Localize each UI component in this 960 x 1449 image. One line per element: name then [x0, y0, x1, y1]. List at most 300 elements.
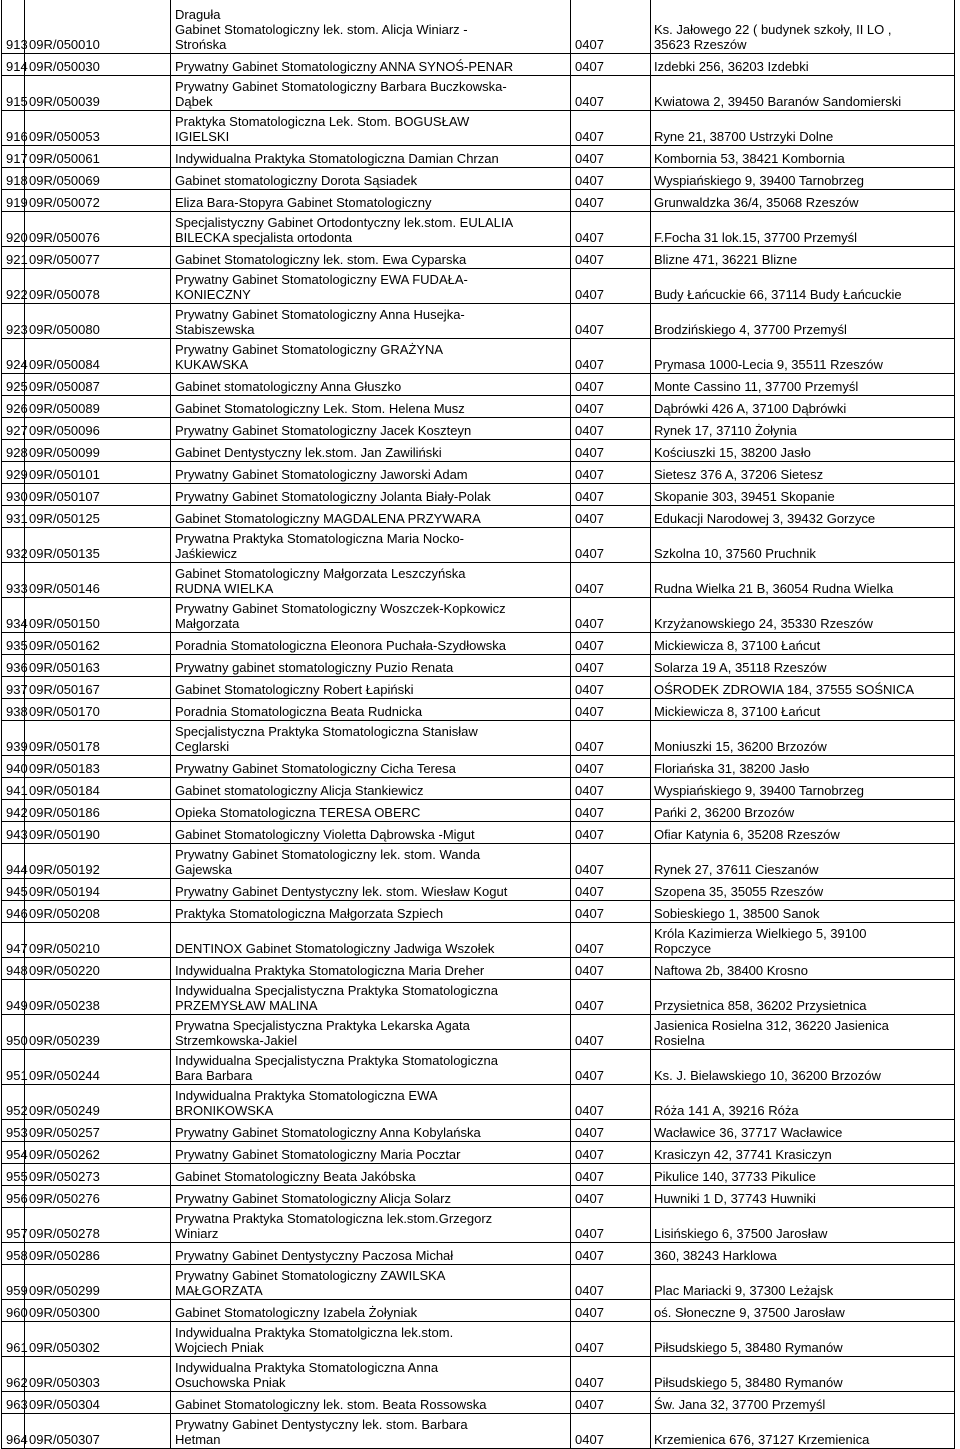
- clinic-address: Ryne 21, 38700 Ustrzyki Dolne: [651, 111, 955, 146]
- row-number: 927: [2, 418, 25, 440]
- table-row: [2, 633, 955, 655]
- table-row: [2, 54, 955, 76]
- region-code: 0407: [571, 699, 651, 721]
- region-code: 0407: [571, 111, 651, 146]
- clinic-name: Gabinet stomatologiczny Dorota Sąsiadek: [171, 168, 571, 190]
- registry-id: 09R/050150: [25, 598, 171, 633]
- clinic-name: Praktyka Stomatologiczna Małgorzata Szpiech: [171, 901, 571, 923]
- registry-id: 09R/050244: [25, 1050, 171, 1085]
- table-row: [2, 506, 955, 528]
- clinic-address: Piłsudskiego 5, 38480 Rymanów: [651, 1322, 955, 1357]
- region-code: 0407: [571, 1357, 651, 1392]
- clinic-name: Prywatny Gabinet Stomatologiczny Anna Kobylańska: [171, 1120, 571, 1142]
- region-code: 0407: [571, 633, 651, 655]
- region-code: 0407: [571, 212, 651, 247]
- row-number: 933: [2, 563, 25, 598]
- clinic-address: OŚRODEK ZDROWIA 184, 37555 SOŚNICA: [651, 677, 955, 699]
- registry-id: 09R/050163: [25, 655, 171, 677]
- row-number: 964: [2, 1414, 25, 1449]
- region-code: 0407: [571, 1243, 651, 1265]
- clinic-name: Gabinet Stomatologiczny lek. stom. Beata Rossowska: [171, 1392, 571, 1414]
- registry-id: 09R/050186: [25, 800, 171, 822]
- region-code: 0407: [571, 374, 651, 396]
- clinic-address: Pikulice 140, 37733 Pikulice: [651, 1164, 955, 1186]
- clinic-name: Gabinet stomatologiczny Anna Głuszko: [171, 374, 571, 396]
- region-code: 0407: [571, 822, 651, 844]
- row-number: 940: [2, 756, 25, 778]
- region-code: 0407: [571, 1164, 651, 1186]
- registry-id: 09R/050184: [25, 778, 171, 800]
- region-code: 0407: [571, 598, 651, 633]
- clinic-name: Indywidualna Praktyka Stomatologiczna Damian Chrzan: [171, 146, 571, 168]
- table-row: [2, 462, 955, 484]
- registry-id: 09R/050303: [25, 1357, 171, 1392]
- registry-id: 09R/050273: [25, 1164, 171, 1186]
- registry-id: 09R/050257: [25, 1120, 171, 1142]
- table-row: [2, 168, 955, 190]
- table-row: [2, 1050, 955, 1085]
- registry-id: 09R/050146: [25, 563, 171, 598]
- table-row: [2, 598, 955, 633]
- region-code: 0407: [571, 778, 651, 800]
- registry-id: 09R/050125: [25, 506, 171, 528]
- region-code: 0407: [571, 190, 651, 212]
- region-code: 0407: [571, 1015, 651, 1050]
- clinic-address: Pańki 2, 36200 Brzozów: [651, 800, 955, 822]
- region-code: 0407: [571, 339, 651, 374]
- clinic-name: Prywatny Gabinet Stomatologiczny Barbara Buczkowska- Dąbek: [171, 76, 571, 111]
- registry-id: 09R/050178: [25, 721, 171, 756]
- region-code: 0407: [571, 655, 651, 677]
- clinic-name: Prywatny Gabinet Stomatologiczny Woszczek-Kopkowicz Małgorzata: [171, 598, 571, 633]
- clinic-address: 360, 38243 Harklowa: [651, 1243, 955, 1265]
- registry-id: 09R/050262: [25, 1142, 171, 1164]
- table-row: [2, 901, 955, 923]
- registry-id: 09R/050300: [25, 1300, 171, 1322]
- region-code: 0407: [571, 756, 651, 778]
- clinic-address: Jasienica Rosielna 312, 36220 Jasienica Rosielna: [651, 1015, 955, 1050]
- row-number: 918: [2, 168, 25, 190]
- registry-id: 09R/050087: [25, 374, 171, 396]
- table-row: [2, 1164, 955, 1186]
- clinic-address: Kombornia 53, 38421 Kombornia: [651, 146, 955, 168]
- clinic-address: Naftowa 2b, 38400 Krosno: [651, 958, 955, 980]
- clinic-address: Solarza 19 A, 35118 Rzeszów: [651, 655, 955, 677]
- row-number: 931: [2, 506, 25, 528]
- registry-id: 09R/050220: [25, 958, 171, 980]
- clinic-address: Prymasa 1000-Lecia 9, 35511 Rzeszów: [651, 339, 955, 374]
- table-row: [2, 269, 955, 304]
- row-number: 945: [2, 879, 25, 901]
- table-row: [2, 1015, 955, 1050]
- table-row: [2, 677, 955, 699]
- registry-id: 09R/050078: [25, 269, 171, 304]
- clinic-name: Prywatny gabinet stomatologiczny Puzio Renata: [171, 655, 571, 677]
- registry-id: 09R/050276: [25, 1186, 171, 1208]
- table-row: [2, 440, 955, 462]
- region-code: 0407: [571, 168, 651, 190]
- clinic-address: Moniuszki 15, 36200 Brzozów: [651, 721, 955, 756]
- region-code: 0407: [571, 76, 651, 111]
- row-number: 924: [2, 339, 25, 374]
- clinic-address: Wyspiańskiego 9, 39400 Tarnobrzeg: [651, 168, 955, 190]
- region-code: 0407: [571, 980, 651, 1015]
- region-code: 0407: [571, 1392, 651, 1414]
- clinic-address: Króla Kazimierza Wielkiego 5, 39100 Ropczyce: [651, 923, 955, 958]
- clinic-address: Dąbrówki 426 A, 37100 Dąbrówki: [651, 396, 955, 418]
- table-row: [2, 1208, 955, 1243]
- region-code: 0407: [571, 54, 651, 76]
- registry-id: 09R/050084: [25, 339, 171, 374]
- table-row: [2, 76, 955, 111]
- table-row: [2, 1322, 955, 1357]
- region-code: 0407: [571, 879, 651, 901]
- row-number: 915: [2, 76, 25, 111]
- clinic-address: Brodzińskiego 4, 37700 Przemyśl: [651, 304, 955, 339]
- region-code: 0407: [571, 923, 651, 958]
- row-number: 961: [2, 1322, 25, 1357]
- clinic-address: Mickiewicza 8, 37100 Łańcut: [651, 633, 955, 655]
- clinic-address: Wyspiańskiego 9, 39400 Tarnobrzeg: [651, 778, 955, 800]
- registry-id: 09R/050135: [25, 528, 171, 563]
- registry-id: 09R/050302: [25, 1322, 171, 1357]
- clinic-name: Prywatny Gabinet Stomatologiczny Jolanta Biały-Polak: [171, 484, 571, 506]
- clinic-address: Sietesz 376 A, 37206 Sietesz: [651, 462, 955, 484]
- row-number: 914: [2, 54, 25, 76]
- table-row: [2, 980, 955, 1015]
- region-code: 0407: [571, 146, 651, 168]
- clinic-address: Krasiczyn 42, 37741 Krasiczyn: [651, 1142, 955, 1164]
- region-code: 0407: [571, 462, 651, 484]
- clinic-address: Kościuszki 15, 38200 Jasło: [651, 440, 955, 462]
- region-code: 0407: [571, 721, 651, 756]
- table-row: [2, 1186, 955, 1208]
- clinic-name: Prywatny Gabinet Stomatologiczny Cicha Teresa: [171, 756, 571, 778]
- clinic-name: Opieka Stomatologiczna TERESA OBERC: [171, 800, 571, 822]
- region-code: 0407: [571, 528, 651, 563]
- clinic-name: Gabinet Stomatologiczny MAGDALENA PRZYWARA: [171, 506, 571, 528]
- clinic-address: Kwiatowa 2, 39450 Baranów Sandomierski: [651, 76, 955, 111]
- clinic-name: Prywatny Gabinet Stomatologiczny Jaworski Adam: [171, 462, 571, 484]
- registry-id: 09R/050192: [25, 844, 171, 879]
- row-number: 922: [2, 269, 25, 304]
- clinic-address: F.Focha 31 lok.15, 37700 Przemyśl: [651, 212, 955, 247]
- region-code: 0407: [571, 304, 651, 339]
- table-row: [2, 146, 955, 168]
- row-number: 952: [2, 1085, 25, 1120]
- registry-id: 09R/050304: [25, 1392, 171, 1414]
- clinic-address: oś. Słoneczne 9, 37500 Jarosław: [651, 1300, 955, 1322]
- registry-id: 09R/050307: [25, 1414, 171, 1449]
- registry-id: 09R/050299: [25, 1265, 171, 1300]
- row-number: 923: [2, 304, 25, 339]
- row-number: 958: [2, 1243, 25, 1265]
- table-row: [2, 1085, 955, 1120]
- table-row: [2, 212, 955, 247]
- registry-id: 09R/050076: [25, 212, 171, 247]
- registry-id: 09R/050069: [25, 168, 171, 190]
- clinic-address: Blizne 471, 36221 Blizne: [651, 247, 955, 269]
- region-code: 0407: [571, 1322, 651, 1357]
- registry-id: 09R/050238: [25, 980, 171, 1015]
- clinic-address: Rynek 27, 37611 Cieszanów: [651, 844, 955, 879]
- region-code: 0407: [571, 1208, 651, 1243]
- clinic-name: Prywatna Specjalistyczna Praktyka Lekarska Agata Strzemkowska-Jakiel: [171, 1015, 571, 1050]
- table-row: [2, 699, 955, 721]
- clinic-name: Eliza Bara-Stopyra Gabinet Stomatologiczny: [171, 190, 571, 212]
- row-number: 930: [2, 484, 25, 506]
- clinic-name: Prywatna Praktyka Stomatologiczna lek.stom.Grzegorz Winiarz: [171, 1208, 571, 1243]
- registry-id: 09R/050190: [25, 822, 171, 844]
- region-code: 0407: [571, 1265, 651, 1300]
- registry-id: 09R/050089: [25, 396, 171, 418]
- row-number: 944: [2, 844, 25, 879]
- row-number: 947: [2, 923, 25, 958]
- row-number: 954: [2, 1142, 25, 1164]
- clinic-name: Poradnia Stomatologiczna Eleonora Puchała-Szydłowska: [171, 633, 571, 655]
- registry-id: 09R/050194: [25, 879, 171, 901]
- table-row: [2, 0, 955, 54]
- row-number: 963: [2, 1392, 25, 1414]
- clinic-name: Indywidualna Praktyka Stomatolgiczna lek.stom. Wojciech Pniak: [171, 1322, 571, 1357]
- region-code: 0407: [571, 1050, 651, 1085]
- region-code: 0407: [571, 1300, 651, 1322]
- clinic-address: Skopanie 303, 39451 Skopanie: [651, 484, 955, 506]
- clinic-address: Mickiewicza 8, 37100 Łańcut: [651, 699, 955, 721]
- region-code: 0407: [571, 1414, 651, 1449]
- table-row: [2, 655, 955, 677]
- row-number: 951: [2, 1050, 25, 1085]
- clinic-name: Indywidualna Praktyka Stomatologiczna Anna Osuchowska Pniak: [171, 1357, 571, 1392]
- clinic-name: Specjalistyczny Gabinet Ortodontyczny lek.stom. EULALIA BILECKA specjalista ortodonta: [171, 212, 571, 247]
- registry-id: 09R/050061: [25, 146, 171, 168]
- table-row: [2, 484, 955, 506]
- region-code: 0407: [571, 440, 651, 462]
- registry-id: 09R/050278: [25, 1208, 171, 1243]
- table-row: [2, 1142, 955, 1164]
- table-row: [2, 721, 955, 756]
- table-row: [2, 958, 955, 980]
- region-code: 0407: [571, 1142, 651, 1164]
- clinic-address: Lisińskiego 6, 37500 Jarosław: [651, 1208, 955, 1243]
- region-code: 0407: [571, 247, 651, 269]
- row-number: 937: [2, 677, 25, 699]
- clinic-name: Gabinet Stomatologiczny Violetta Dąbrowska -Migut: [171, 822, 571, 844]
- registry-id: 09R/050286: [25, 1243, 171, 1265]
- clinic-address: Plac Mariacki 9, 37300 Leżajsk: [651, 1265, 955, 1300]
- clinic-name: Specjalistyczna Praktyka Stomatologiczna Stanisław Ceglarski: [171, 721, 571, 756]
- clinic-name: Prywatny Gabinet Stomatologiczny Jacek Koszteyn: [171, 418, 571, 440]
- clinic-name: Prywatny Gabinet Dentystyczny Paczosa Michał: [171, 1243, 571, 1265]
- row-number: 921: [2, 247, 25, 269]
- region-code: 0407: [571, 844, 651, 879]
- table-row: [2, 844, 955, 879]
- clinic-address: Krzemienica 676, 37127 Krzemienica: [651, 1414, 955, 1449]
- row-number: 932: [2, 528, 25, 563]
- row-number: 950: [2, 1015, 25, 1050]
- row-number: 948: [2, 958, 25, 980]
- clinic-name: Prywatny Gabinet Stomatologiczny Anna Husejka- Stabiszewska: [171, 304, 571, 339]
- clinic-address: Szopena 35, 35055 Rzeszów: [651, 879, 955, 901]
- row-number: 919: [2, 190, 25, 212]
- clinic-name: Prywatny Gabinet Stomatologiczny lek. stom. Wanda Gajewska: [171, 844, 571, 879]
- clinic-name: Indywidualna Praktyka Stomatologiczna EWA BRONIKOWSKA: [171, 1085, 571, 1120]
- registry-id: 09R/050107: [25, 484, 171, 506]
- clinic-address: Budy Łańcuckie 66, 37114 Budy Łańcuckie: [651, 269, 955, 304]
- clinic-name: Prywatny Gabinet Stomatologiczny ANNA SYNOŚ-PENAR: [171, 54, 571, 76]
- clinic-name: DENTINOX Gabinet Stomatologiczny Jadwiga Wszołek: [171, 923, 571, 958]
- clinic-name: Gabinet Stomatologiczny Robert Łapiński: [171, 677, 571, 699]
- table-row: [2, 1357, 955, 1392]
- clinic-name: Prywatny Gabinet Stomatologiczny Alicja Solarz: [171, 1186, 571, 1208]
- clinic-name: Gabinet Stomatologiczny Izabela Żołyniak: [171, 1300, 571, 1322]
- row-number: 925: [2, 374, 25, 396]
- table-row: [2, 374, 955, 396]
- clinic-name: Praktyka Stomatologiczna Lek. Stom. BOGUSŁAW IGIELSKI: [171, 111, 571, 146]
- table-row: [2, 247, 955, 269]
- row-number: 935: [2, 633, 25, 655]
- clinic-name: Poradnia Stomatologiczna Beata Rudnicka: [171, 699, 571, 721]
- row-number: 939: [2, 721, 25, 756]
- clinic-address: Szkolna 10, 37560 Pruchnik: [651, 528, 955, 563]
- clinic-address: Róża 141 A, 39216 Róża: [651, 1085, 955, 1120]
- clinic-name: Gabinet stomatologiczny Alicja Stankiewicz: [171, 778, 571, 800]
- clinics-table: [1, 0, 955, 1449]
- region-code: 0407: [571, 901, 651, 923]
- table-row: [2, 923, 955, 958]
- registry-id: 09R/050010: [25, 0, 171, 54]
- clinic-name: Gabinet Stomatologiczny Małgorzata Leszczyńska RUDNA WIELKA: [171, 563, 571, 598]
- region-code: 0407: [571, 563, 651, 598]
- table-row: [2, 800, 955, 822]
- region-code: 0407: [571, 0, 651, 54]
- registry-id: 09R/050170: [25, 699, 171, 721]
- table-row: [2, 778, 955, 800]
- clinic-name: Gabinet Dentystyczny lek.stom. Jan Zawiliński: [171, 440, 571, 462]
- row-number: 949: [2, 980, 25, 1015]
- row-number: 936: [2, 655, 25, 677]
- clinic-name: Prywatny Gabinet Stomatologiczny GRAŻYNA KUKAWSKA: [171, 339, 571, 374]
- registry-id: 09R/050030: [25, 54, 171, 76]
- clinic-address: Ks. J. Bielawskiego 10, 36200 Brzozów: [651, 1050, 955, 1085]
- clinic-address: Sobieskiego 1, 38500 Sanok: [651, 901, 955, 923]
- row-number: 962: [2, 1357, 25, 1392]
- region-code: 0407: [571, 677, 651, 699]
- clinic-name: Gabinet Stomatologiczny Lek. Stom. Helena Musz: [171, 396, 571, 418]
- registry-id: 09R/050077: [25, 247, 171, 269]
- row-number: 953: [2, 1120, 25, 1142]
- registry-id: 09R/050210: [25, 923, 171, 958]
- registry-id: 09R/050208: [25, 901, 171, 923]
- row-number: 946: [2, 901, 25, 923]
- table-row: [2, 111, 955, 146]
- clinic-address: Izdebki 256, 36203 Izdebki: [651, 54, 955, 76]
- row-number: 920: [2, 212, 25, 247]
- row-number: 955: [2, 1164, 25, 1186]
- registry-id: 09R/050239: [25, 1015, 171, 1050]
- row-number: 938: [2, 699, 25, 721]
- clinic-address: Przysietnica 858, 36202 Przysietnica: [651, 980, 955, 1015]
- row-number: 928: [2, 440, 25, 462]
- registry-id: 09R/050039: [25, 76, 171, 111]
- table-row: [2, 879, 955, 901]
- region-code: 0407: [571, 1186, 651, 1208]
- clinic-name: Indywidualna Specjalistyczna Praktyka Stomatologiczna Bara Barbara: [171, 1050, 571, 1085]
- clinic-address: Huwniki 1 D, 37743 Huwniki: [651, 1186, 955, 1208]
- row-number: 941: [2, 778, 25, 800]
- registry-id: 09R/050099: [25, 440, 171, 462]
- clinic-name: Prywatna Praktyka Stomatologiczna Maria Nocko- Jaśkiewicz: [171, 528, 571, 563]
- table-row: [2, 396, 955, 418]
- table-row: [2, 1300, 955, 1322]
- clinic-address: Monte Cassino 11, 37700 Przemyśl: [651, 374, 955, 396]
- clinic-address: Ofiar Katynia 6, 35208 Rzeszów: [651, 822, 955, 844]
- region-code: 0407: [571, 396, 651, 418]
- region-code: 0407: [571, 958, 651, 980]
- table-row: [2, 1265, 955, 1300]
- clinic-address: Św. Jana 32, 37700 Przemyśl: [651, 1392, 955, 1414]
- region-code: 0407: [571, 506, 651, 528]
- table-row: [2, 418, 955, 440]
- row-number: 943: [2, 822, 25, 844]
- table-row: [2, 528, 955, 563]
- row-number: 929: [2, 462, 25, 484]
- clinic-name: Indywidualna Praktyka Stomatologiczna Maria Dreher: [171, 958, 571, 980]
- clinic-address: Rynek 17, 37110 Żołynia: [651, 418, 955, 440]
- clinic-address: Krzyżanowskiego 24, 35330 Rzeszów: [651, 598, 955, 633]
- clinic-name: Prywatny Gabinet Stomatologiczny Maria Pocztar: [171, 1142, 571, 1164]
- registry-id: 09R/050053: [25, 111, 171, 146]
- table-row: [2, 304, 955, 339]
- row-number: 917: [2, 146, 25, 168]
- clinic-name: Prywatny Gabinet Stomatologiczny EWA FUDAŁA- KONIECZNY: [171, 269, 571, 304]
- registry-id: 09R/050101: [25, 462, 171, 484]
- table-row: [2, 1414, 955, 1449]
- registry-id: 09R/050183: [25, 756, 171, 778]
- clinic-address: Rudna Wielka 21 B, 36054 Rudna Wielka: [651, 563, 955, 598]
- region-code: 0407: [571, 484, 651, 506]
- region-code: 0407: [571, 800, 651, 822]
- registry-id: 09R/050249: [25, 1085, 171, 1120]
- region-code: 0407: [571, 418, 651, 440]
- row-number: 942: [2, 800, 25, 822]
- clinic-name: Gabinet Stomatologiczny Beata Jakóbska: [171, 1164, 571, 1186]
- clinic-address: Ks. Jałowego 22 ( budynek szkoły, II LO , 35623 Rzeszów: [651, 0, 955, 54]
- clinic-name: Prywatny Gabinet Dentystyczny lek. stom. Barbara Hetman: [171, 1414, 571, 1449]
- row-number: 913: [2, 0, 25, 54]
- registry-id: 09R/050096: [25, 418, 171, 440]
- table-row: [2, 1120, 955, 1142]
- clinic-name: Prywatny Gabinet Stomatologiczny ZAWILSKA MAŁGORZATA: [171, 1265, 571, 1300]
- clinic-name: Gabinet Stomatologiczny lek. stom. Ewa Cyparska: [171, 247, 571, 269]
- clinic-address: Floriańska 31, 38200 Jasło: [651, 756, 955, 778]
- region-code: 0407: [571, 1120, 651, 1142]
- table-row: [2, 563, 955, 598]
- row-number: 956: [2, 1186, 25, 1208]
- table-row: [2, 756, 955, 778]
- table-row: [2, 1243, 955, 1265]
- registry-id: 09R/050072: [25, 190, 171, 212]
- registry-id: 09R/050080: [25, 304, 171, 339]
- row-number: 926: [2, 396, 25, 418]
- row-number: 916: [2, 111, 25, 146]
- clinic-name: Indywidualna Specjalistyczna Praktyka Stomatologiczna PRZEMYSŁAW MALINA: [171, 980, 571, 1015]
- table-row: [2, 822, 955, 844]
- row-number: 960: [2, 1300, 25, 1322]
- clinic-address: Grunwaldzka 36/4, 35068 Rzeszów: [651, 190, 955, 212]
- table-row: [2, 339, 955, 374]
- row-number: 957: [2, 1208, 25, 1243]
